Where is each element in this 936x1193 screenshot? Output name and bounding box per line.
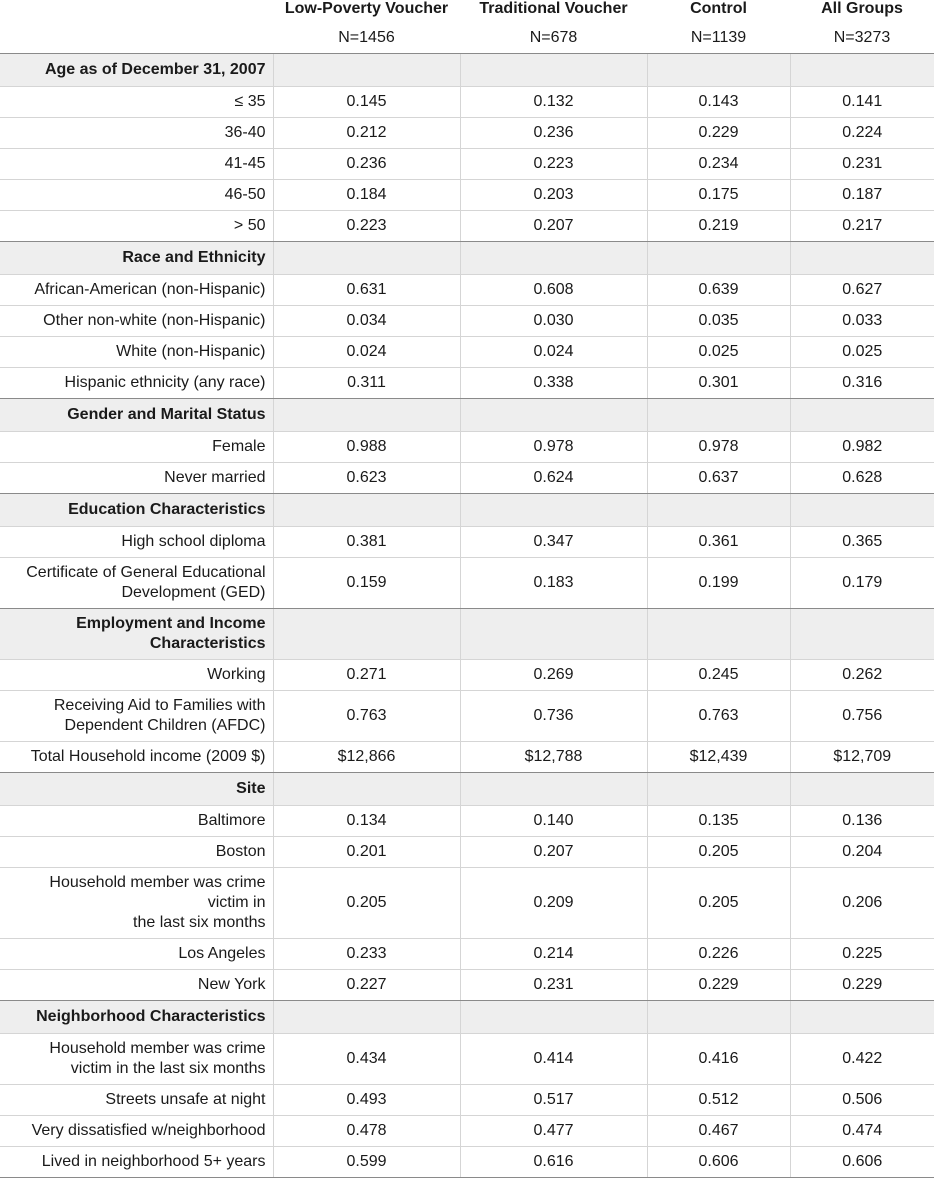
table-row bbox=[0, 742, 934, 773]
value-cell: 0.134 bbox=[273, 806, 460, 837]
section-title: Education Characteristics bbox=[0, 494, 273, 527]
value-cell: 0.262 bbox=[790, 660, 934, 691]
header-blank bbox=[0, 0, 273, 22]
section-title: Employment and Income Characteristics bbox=[0, 609, 273, 660]
value-cell: 0.606 bbox=[790, 1147, 934, 1178]
table-row bbox=[0, 87, 934, 118]
value-cell: 0.205 bbox=[647, 837, 790, 868]
value-cell: 0.225 bbox=[790, 939, 934, 970]
section-title: Race and Ethnicity bbox=[0, 242, 273, 275]
table-row bbox=[0, 432, 934, 463]
value-cell: 0.606 bbox=[647, 1147, 790, 1178]
value-cell: 0.478 bbox=[273, 1116, 460, 1147]
table-row bbox=[0, 275, 934, 306]
row-label: Los Angeles bbox=[0, 939, 273, 970]
value-cell: 0.628 bbox=[790, 463, 934, 494]
section-header-row bbox=[0, 773, 934, 806]
section-title: Gender and Marital Status bbox=[0, 399, 273, 432]
value-cell: 0.217 bbox=[790, 211, 934, 242]
value-cell: 0.159 bbox=[273, 558, 460, 609]
row-label: 46-50 bbox=[0, 180, 273, 211]
section-header-row bbox=[0, 54, 934, 87]
section-blank-cell bbox=[273, 54, 460, 87]
value-cell: 0.422 bbox=[790, 1034, 934, 1085]
value-cell: 0.477 bbox=[460, 1116, 647, 1147]
header-blank bbox=[0, 22, 273, 54]
column-header: Traditional Voucher bbox=[479, 0, 628, 17]
value-cell: 0.203 bbox=[460, 180, 647, 211]
table-row bbox=[0, 691, 934, 742]
section-blank-cell bbox=[273, 1001, 460, 1034]
section-blank-cell bbox=[460, 242, 647, 275]
section-blank-cell bbox=[273, 609, 460, 660]
value-cell: 0.030 bbox=[460, 306, 647, 337]
value-cell: 0.627 bbox=[790, 275, 934, 306]
section-blank-cell bbox=[790, 242, 934, 275]
table-row bbox=[0, 1085, 934, 1116]
sample-size-row bbox=[0, 22, 934, 54]
column-header: Low-Poverty Voucher bbox=[284, 0, 449, 17]
value-cell: 0.141 bbox=[790, 87, 934, 118]
row-label: 41-45 bbox=[0, 149, 273, 180]
section-blank-cell bbox=[790, 1001, 934, 1034]
row-label: African-American (non-Hispanic) bbox=[0, 275, 273, 306]
value-cell: 0.025 bbox=[790, 337, 934, 368]
section-title: Age as of December 31, 2007 bbox=[0, 54, 273, 87]
section-blank-cell bbox=[790, 54, 934, 87]
value-cell: 0.381 bbox=[273, 527, 460, 558]
value-cell: 0.311 bbox=[273, 368, 460, 399]
row-label: Lived in neighborhood 5+ years bbox=[0, 1147, 273, 1178]
section-title: Neighborhood Characteristics bbox=[0, 1001, 273, 1034]
value-cell: 0.517 bbox=[460, 1085, 647, 1116]
value-cell: 0.608 bbox=[460, 275, 647, 306]
value-cell: 0.024 bbox=[273, 337, 460, 368]
value-cell: 0.231 bbox=[790, 149, 934, 180]
value-cell: 0.271 bbox=[273, 660, 460, 691]
value-cell: 0.416 bbox=[647, 1034, 790, 1085]
section-header-row bbox=[0, 242, 934, 275]
value-cell: 0.338 bbox=[460, 368, 647, 399]
table-row bbox=[0, 970, 934, 1001]
row-label: Never married bbox=[0, 463, 273, 494]
row-label: Household member was crime victim in the last six months bbox=[0, 868, 273, 939]
section-header-row bbox=[0, 494, 934, 527]
value-cell: 0.184 bbox=[273, 180, 460, 211]
row-label: Household member was crime victim in the last six months bbox=[0, 1034, 273, 1085]
value-cell: 0.206 bbox=[790, 868, 934, 939]
value-cell: 0.212 bbox=[273, 118, 460, 149]
section-blank-cell bbox=[790, 773, 934, 806]
value-cell: 0.763 bbox=[273, 691, 460, 742]
value-cell: 0.143 bbox=[647, 87, 790, 118]
column-header: All Groups bbox=[821, 0, 903, 17]
section-blank-cell bbox=[460, 1001, 647, 1034]
section-header-row bbox=[0, 1001, 934, 1034]
value-cell: 0.512 bbox=[647, 1085, 790, 1116]
value-cell: 0.223 bbox=[460, 149, 647, 180]
value-cell: 0.978 bbox=[460, 432, 647, 463]
row-label: Certificate of General Educational Development (GED) bbox=[0, 558, 273, 609]
value-cell: 0.201 bbox=[273, 837, 460, 868]
value-cell: 0.234 bbox=[647, 149, 790, 180]
section-blank-cell bbox=[790, 494, 934, 527]
row-label: 36-40 bbox=[0, 118, 273, 149]
section-blank-cell bbox=[460, 773, 647, 806]
row-label: Hispanic ethnicity (any race) bbox=[0, 368, 273, 399]
section-blank-cell bbox=[647, 609, 790, 660]
value-cell: 0.214 bbox=[460, 939, 647, 970]
sample-size: N=3273 bbox=[790, 22, 934, 54]
value-cell: 0.187 bbox=[790, 180, 934, 211]
table-row bbox=[0, 118, 934, 149]
table-row bbox=[0, 368, 934, 399]
row-label: > 50 bbox=[0, 211, 273, 242]
value-cell: 0.245 bbox=[647, 660, 790, 691]
value-cell: 0.736 bbox=[460, 691, 647, 742]
value-cell: 0.982 bbox=[790, 432, 934, 463]
value-cell: 0.209 bbox=[460, 868, 647, 939]
section-blank-cell bbox=[647, 773, 790, 806]
value-cell: 0.229 bbox=[790, 970, 934, 1001]
value-cell: 0.024 bbox=[460, 337, 647, 368]
value-cell: 0.229 bbox=[647, 970, 790, 1001]
row-label: Working bbox=[0, 660, 273, 691]
table-row bbox=[0, 306, 934, 337]
section-blank-cell bbox=[647, 399, 790, 432]
section-blank-cell bbox=[273, 494, 460, 527]
row-label: Female bbox=[0, 432, 273, 463]
value-cell: 0.207 bbox=[460, 837, 647, 868]
value-cell: 0.132 bbox=[460, 87, 647, 118]
value-cell: 0.035 bbox=[647, 306, 790, 337]
table-row bbox=[0, 868, 934, 939]
value-cell: 0.624 bbox=[460, 463, 647, 494]
value-cell: 0.204 bbox=[790, 837, 934, 868]
value-cell: $12,866 bbox=[273, 742, 460, 773]
section-blank-cell bbox=[273, 773, 460, 806]
value-cell: 0.637 bbox=[647, 463, 790, 494]
value-cell: 0.135 bbox=[647, 806, 790, 837]
row-label: Boston bbox=[0, 837, 273, 868]
value-cell: $12,788 bbox=[460, 742, 647, 773]
row-label: White (non-Hispanic) bbox=[0, 337, 273, 368]
section-blank-cell bbox=[460, 54, 647, 87]
sample-size: N=1139 bbox=[647, 22, 790, 54]
value-cell: 0.140 bbox=[460, 806, 647, 837]
row-label: ≤ 35 bbox=[0, 87, 273, 118]
value-cell: 0.347 bbox=[460, 527, 647, 558]
value-cell: 0.033 bbox=[790, 306, 934, 337]
value-cell: 0.316 bbox=[790, 368, 934, 399]
row-label: Receiving Aid to Families with Dependent Children (AFDC) bbox=[0, 691, 273, 742]
value-cell: 0.034 bbox=[273, 306, 460, 337]
value-cell: 0.301 bbox=[647, 368, 790, 399]
row-label: Baltimore bbox=[0, 806, 273, 837]
value-cell: 0.467 bbox=[647, 1116, 790, 1147]
table-row bbox=[0, 939, 934, 970]
row-label: Streets unsafe at night bbox=[0, 1085, 273, 1116]
value-cell: 0.205 bbox=[273, 868, 460, 939]
table-row bbox=[0, 180, 934, 211]
value-cell: 0.493 bbox=[273, 1085, 460, 1116]
table-row bbox=[0, 837, 934, 868]
value-cell: 0.233 bbox=[273, 939, 460, 970]
value-cell: 0.639 bbox=[647, 275, 790, 306]
section-blank-cell bbox=[790, 609, 934, 660]
section-blank-cell bbox=[790, 399, 934, 432]
value-cell: 0.205 bbox=[647, 868, 790, 939]
section-blank-cell bbox=[460, 609, 647, 660]
sample-size: N=1456 bbox=[273, 22, 460, 54]
row-label: Other non-white (non-Hispanic) bbox=[0, 306, 273, 337]
value-cell: 0.631 bbox=[273, 275, 460, 306]
value-cell: 0.224 bbox=[790, 118, 934, 149]
row-label: Very dissatisfied w/neighborhood bbox=[0, 1116, 273, 1147]
table-header bbox=[0, 0, 934, 54]
table-row bbox=[0, 211, 934, 242]
section-blank-cell bbox=[647, 1001, 790, 1034]
section-blank-cell bbox=[647, 494, 790, 527]
table-row bbox=[0, 558, 934, 609]
table-row bbox=[0, 660, 934, 691]
section-blank-cell bbox=[273, 242, 460, 275]
table-row bbox=[0, 1147, 934, 1178]
value-cell: 0.236 bbox=[273, 149, 460, 180]
section-blank-cell bbox=[273, 399, 460, 432]
row-label: Total Household income (2009 $) bbox=[0, 742, 273, 773]
table-row bbox=[0, 527, 934, 558]
value-cell: 0.179 bbox=[790, 558, 934, 609]
value-cell: 0.599 bbox=[273, 1147, 460, 1178]
value-cell: 0.226 bbox=[647, 939, 790, 970]
table-row bbox=[0, 806, 934, 837]
value-cell: 0.199 bbox=[647, 558, 790, 609]
value-cell: 0.025 bbox=[647, 337, 790, 368]
value-cell: $12,439 bbox=[647, 742, 790, 773]
value-cell: 0.223 bbox=[273, 211, 460, 242]
value-cell: 0.361 bbox=[647, 527, 790, 558]
value-cell: 0.763 bbox=[647, 691, 790, 742]
value-cell: 0.183 bbox=[460, 558, 647, 609]
value-cell: 0.227 bbox=[273, 970, 460, 1001]
table-body bbox=[0, 54, 934, 1178]
value-cell: 0.414 bbox=[460, 1034, 647, 1085]
value-cell: 0.434 bbox=[273, 1034, 460, 1085]
value-cell: 0.988 bbox=[273, 432, 460, 463]
value-cell: 0.229 bbox=[647, 118, 790, 149]
value-cell: 0.365 bbox=[790, 527, 934, 558]
section-blank-cell bbox=[647, 54, 790, 87]
section-header-row bbox=[0, 399, 934, 432]
value-cell: 0.175 bbox=[647, 180, 790, 211]
value-cell: 0.207 bbox=[460, 211, 647, 242]
value-cell: 0.978 bbox=[647, 432, 790, 463]
table-row bbox=[0, 463, 934, 494]
table-row bbox=[0, 1116, 934, 1147]
value-cell: 0.506 bbox=[790, 1085, 934, 1116]
section-title: Site bbox=[0, 773, 273, 806]
table-row bbox=[0, 1034, 934, 1085]
value-cell: 0.136 bbox=[790, 806, 934, 837]
value-cell: 0.219 bbox=[647, 211, 790, 242]
value-cell: 0.269 bbox=[460, 660, 647, 691]
section-blank-cell bbox=[460, 494, 647, 527]
column-header: Control bbox=[690, 0, 747, 17]
value-cell: 0.236 bbox=[460, 118, 647, 149]
value-cell: 0.474 bbox=[790, 1116, 934, 1147]
value-cell: $12,709 bbox=[790, 742, 934, 773]
row-label: New York bbox=[0, 970, 273, 1001]
row-label: High school diploma bbox=[0, 527, 273, 558]
value-cell: 0.145 bbox=[273, 87, 460, 118]
value-cell: 0.623 bbox=[273, 463, 460, 494]
header-row bbox=[0, 0, 934, 22]
section-header-row bbox=[0, 609, 934, 660]
section-blank-cell bbox=[460, 399, 647, 432]
table-row bbox=[0, 149, 934, 180]
value-cell: 0.231 bbox=[460, 970, 647, 1001]
sample-size: N=678 bbox=[460, 22, 647, 54]
table-row bbox=[0, 337, 934, 368]
value-cell: 0.616 bbox=[460, 1147, 647, 1178]
value-cell: 0.756 bbox=[790, 691, 934, 742]
section-blank-cell bbox=[647, 242, 790, 275]
